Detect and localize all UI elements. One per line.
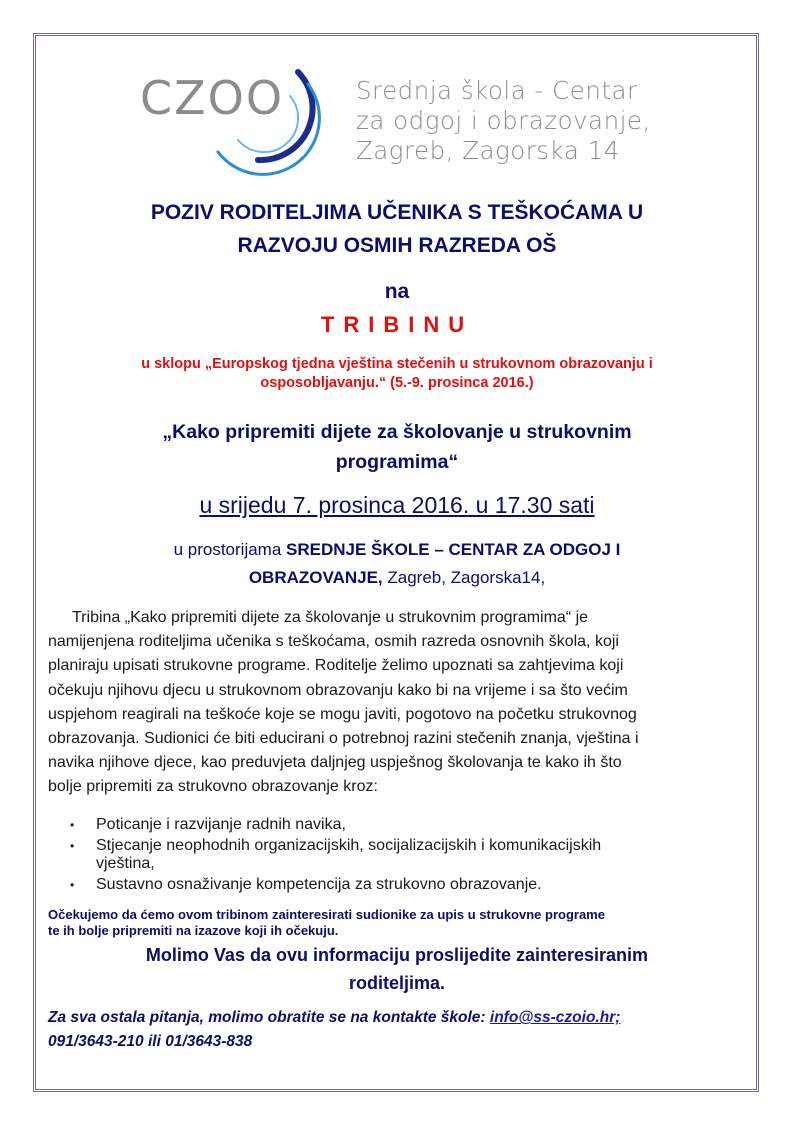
list-item: • Stjecanje neophodnih organizacijskih, socijalizacijskih i komunikacijskih	[70, 836, 602, 854]
list-item: • Sustavno osnaživanje kompetencija za strukovno obrazovanje.	[70, 875, 542, 893]
event-location	[40, 536, 754, 592]
location-line-1: u prostorijama SREDNJE ŠKOLE – CENTAR ZA ODGOJ I	[173, 540, 621, 559]
school-logo	[140, 62, 660, 182]
invitation-title	[40, 196, 754, 262]
list-item: • Poticanje i razvijanje radnih navika,	[70, 816, 346, 833]
title-line-1: POZIV RODITELJIMA UČENIKA S TEŠKOĆAMA U	[150, 201, 644, 224]
context-line-1: u sklopu „Europskog tjedna vještina stečenih u strukovnom obrazovanju i	[141, 356, 653, 372]
school-name-line-2: za odgoj i obrazovanje,	[356, 106, 651, 135]
title-line-2: RAZVOJU OSMIH RAZREDA OŠ	[237, 234, 557, 257]
logo-wordmark: CZOO	[140, 71, 285, 125]
paragraph-line: Tribina „Kako pripremiti dijete za školovanje u strukovnim programima“ je	[72, 609, 589, 626]
tribina-topic	[40, 417, 754, 477]
paragraph-line: planiraju upisati strukovne programe. Roditelje želimo upoznati sa zahtjevima koji	[48, 657, 624, 675]
paragraph-line: uspjehom reagirali na teškoće koje se mogu javiti, pogotovo na početku strukovnog	[48, 705, 637, 723]
expectation-note: Očekujemo da ćemo ovom tribinom zainteresirati sudionike za upis u strukovne programe te ih bolje pripremiti na izazove koji ih očekuju.	[48, 907, 605, 938]
paragraph-line: bolje pripremiti za strukovno obrazovanje kroz:	[48, 778, 378, 796]
paragraph-line: očekuju njihovu djecu u strukovnom obrazovanju kako bi na vrijeme i sa što većim	[48, 681, 628, 699]
tribina-heading: TRIBINU	[320, 312, 474, 337]
contact-line-1: Za sva ostala pitanja, molimo obratite se na kontakte škole: info@ss-czoio.hr;	[48, 1009, 621, 1026]
bullet-icon: •	[70, 818, 75, 832]
paragraph-line: obrazovanja. Sudionici će biti educirani o potrebnoj razini stečenih znanja, vještina i	[48, 730, 639, 748]
event-date: u srijedu 7. prosinca 2016. u 17.30 sati	[199, 492, 595, 518]
czoo-logo-icon	[140, 62, 360, 182]
contact-info	[48, 1006, 754, 1054]
paragraph-line: namijenjena roditeljima učenika s teškoćama, osmih razreda osnovnih škola, koji	[48, 633, 619, 651]
location-line-2: OBRAZOVANJE, Zagreb, Zagorska14,	[248, 568, 546, 587]
topic-line-2: programima“	[335, 451, 459, 473]
paragraph-line: navika njihove djece, kao preduvjeta daljnjeg uspješnog školovanja te kako ih što	[48, 754, 622, 772]
list-item-continuation: vještina,	[96, 855, 155, 872]
email-link[interactable]: info@ss-czoio.hr;	[489, 1009, 621, 1026]
topic-line-1: „Kako pripremiti dijete za školovanje u strukovnim	[162, 421, 632, 443]
request-note: Molimo Vas da ovu informaciju proslijedite zainteresiranim roditeljima.	[145, 945, 649, 993]
description-paragraph	[48, 606, 754, 800]
contact-phones: 091/3643-210 ili 01/3643-838	[48, 1033, 253, 1050]
topics-list	[48, 816, 754, 894]
bullet-icon: •	[70, 877, 75, 892]
school-name-line-3: Zagreb, Zagorska 14	[356, 136, 620, 165]
event-context	[40, 355, 754, 393]
na-label: na	[384, 280, 410, 303]
context-line-2: osposobljavanju.“ (5.-9. prosinca 2016.)	[260, 375, 534, 391]
bullet-icon: •	[70, 838, 75, 853]
school-name-line-1: Srednja škola - Centar	[356, 76, 638, 105]
